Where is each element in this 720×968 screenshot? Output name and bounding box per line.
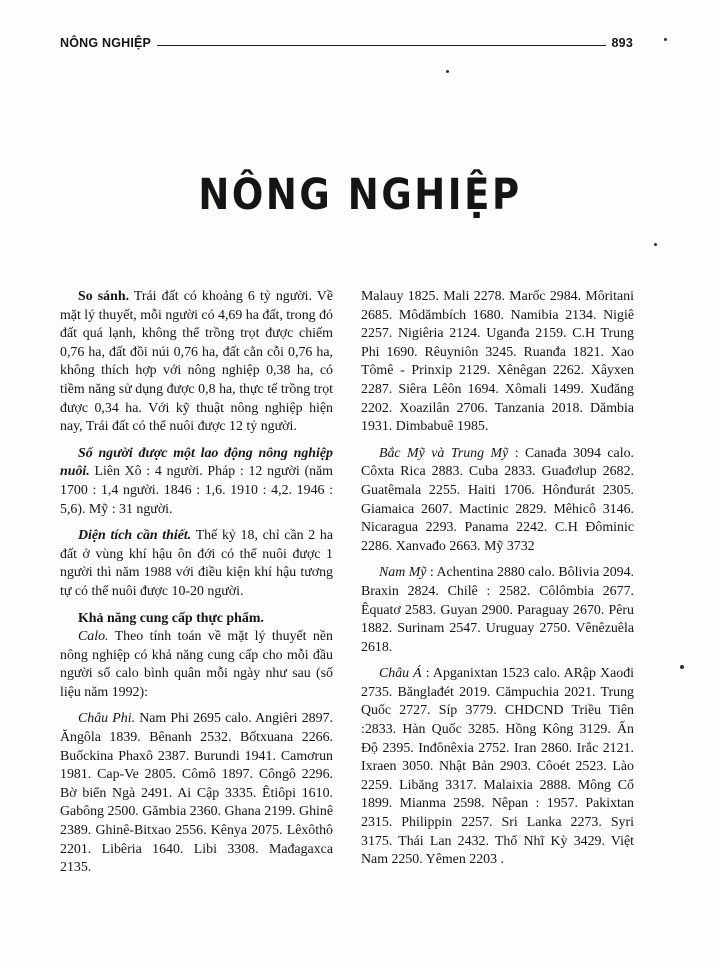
right-column bbox=[361, 288, 634, 870]
header-rule bbox=[157, 45, 605, 46]
page-number: 893 bbox=[611, 36, 633, 50]
subheading-food-supply bbox=[60, 610, 333, 629]
text-asia: : Apganixtan 1523 calo. ARập Xaođi 2735. Bănglađét 2019. Cămpuchia 2021. Trung Quốc 2727. Síp 3779. CHDCND Triều Tiên :2833. Hàn Quốc 3285. Hồng Kông 3129. Ấn Độ 2395. Inđônêxia 2752. Iran 2860. Irắc 2121. Ixraen 3050. Nhật Bản 2903. Côoét 2523. Lào 2259. Libăng 3317. Malaixia 2888. Mông Cổ 1899. Mianma 2598. Nêpan : 1957. Pakixtan 2315. Philippin 2257. Sri Lanka 2273. Syri 3175. Thái Lan 2432. Thổ Nhĩ Kỳ 3429. Việt Nam 2250. Yêmen 2203 . bbox=[361, 666, 634, 868]
lead-calories: Calo. bbox=[78, 629, 109, 645]
text-south-america: : Achentina 2880 calo. Bôlivia 2094. Braxin 2824. Chilê : 2582. Côlômbia 2677. Êquatơ 2583. Guyan 2900. Paraguay 2670. Pêru 1882. Surinam 2547. Uruguay 2750. Vênêzuêla 2618. bbox=[361, 565, 635, 655]
text-africa-continued: Malauy 1825. Mali 2278. Marốc 2984. Môritani 2685. Môdămbích 1680. Namibia 2134. Nigiê 2257. Nigiêria 2124. Uganđa 2159. C.H Trung Phi 1690. Rêuyniôn 3245. Ruanđa 1821. Xao Tômê - Prinxip 2129. Xênêgan 2262. Xâyxen 2287. Siêra Lêôn 1694. Xômali 1499. Xuđăng 2202. Xoazilân 2706. Tanzania 2018. Dămbia 1931. Dimbabuê 1985. bbox=[361, 289, 634, 435]
paragraph-calories bbox=[60, 628, 333, 702]
scan-speck bbox=[680, 665, 684, 669]
paragraph-people-fed bbox=[60, 445, 333, 519]
text-calories: Theo tính toán về mặt lý thuyết nền nông nghiệp có khả năng cung cấp cho mỗi đầu người số calo bình quân mỗi ngày như sau (số liệu năm 1992): bbox=[60, 629, 333, 700]
paragraph-comparison bbox=[60, 288, 333, 437]
scan-speck bbox=[664, 38, 667, 41]
lead-south-america: Nam Mỹ bbox=[379, 565, 427, 581]
chapter-title: NÔNG NGHIỆP bbox=[198, 170, 522, 220]
paragraph-africa-continued bbox=[361, 288, 634, 437]
paragraph-asia bbox=[361, 665, 634, 870]
text-africa: Nam Phi 2695 calo. Angiêri 2897. Ăngôla 1839. Bênanh 2532. Bốtxuana 2266. Buốckina Phaxô 2387. Burundi 1941. Camơrun 1981. Cap-Ve 2805. Cômô 1897. Côngô 2296. Bờ biển Ngà 2491. Ai Cập 3335. Êtiôpi 1610. Gabông 2500. Gămbia 2360. Ghana 2199. Ghinê 2389. Ghinê-Bitxao 2556. Kênya 2075. Lêxôthô 2201. Libêria 1640. Libi 3308. Mađagaxca 2135. bbox=[60, 711, 333, 876]
paragraph-africa bbox=[60, 710, 333, 877]
paragraph-area-needed bbox=[60, 527, 333, 601]
paragraph-south-america bbox=[361, 564, 634, 657]
lead-north-central-america: Bắc Mỹ và Trung Mỹ bbox=[379, 445, 509, 461]
scan-speck bbox=[446, 70, 449, 73]
lead-people-fed: Số người được một lao động nông nghiệp nuôi. bbox=[60, 445, 333, 480]
text-area-needed: Thế kỷ 18, chỉ cần 2 ha đất ở vùng khí hậu ôn đới có thể nuôi được 1 người thì năm 1988 với điều kiện khí hậu tương tự có thể nuôi được 10-20 người. bbox=[60, 528, 333, 599]
running-title: NÔNG NGHIỆP bbox=[60, 36, 152, 50]
scan-speck bbox=[654, 243, 657, 246]
lead-comparison: So sánh. bbox=[78, 289, 130, 304]
text-comparison: Trái đất có khoảng 6 tỷ người. Về mặt lý thuyết, mỗi người có 4,69 ha đất, trong đó đất quá lạnh, không thể trồng trọt được chiếm 0,76 ha, đất đồi núi 0,76 ha, đất cằn cỗi 0,76 ha, không thích hợp với nông nghiệp 0,38 ha, có tiềm năng sử dụng được 0,8 ha, thực tế trồng trọt được 0,34 ha. Với kỹ thuật nông nghiệp hiện nay, Trái đất có thể nuôi được 12 tỷ người. bbox=[60, 289, 333, 435]
text-north-central-america: : Canađa 3094 calo. Côxta Rica 2883. Cuba 2833. Guađơlup 2682. Guatêmala 2255. Haiti 1706. Hônđurát 2305. Giamaica 2607. Mactinic 2829. Mêhicô 3146. Nicaragua 2293. Panama 2242. C.H Đôminic 2286. Xanvađo 2663. Mỹ 3732 bbox=[361, 445, 634, 554]
lead-food-supply: Khả năng cung cấp thực phẩm. bbox=[78, 610, 264, 626]
lead-africa: Châu Phi. bbox=[78, 711, 136, 727]
running-header bbox=[60, 36, 633, 50]
lead-area-needed: Diện tích cần thiết. bbox=[78, 528, 192, 544]
lead-asia: Châu Á bbox=[379, 666, 422, 682]
text-people-fed: Liên Xô : 4 người. Pháp : 12 người (năm 1700 : 1,4 người. 1846 : 1,6. 1910 : 4,2. 1946 : 5,6). Mỹ : 31 người. bbox=[60, 464, 333, 517]
left-column bbox=[60, 288, 333, 878]
paragraph-north-central-america bbox=[361, 445, 634, 557]
